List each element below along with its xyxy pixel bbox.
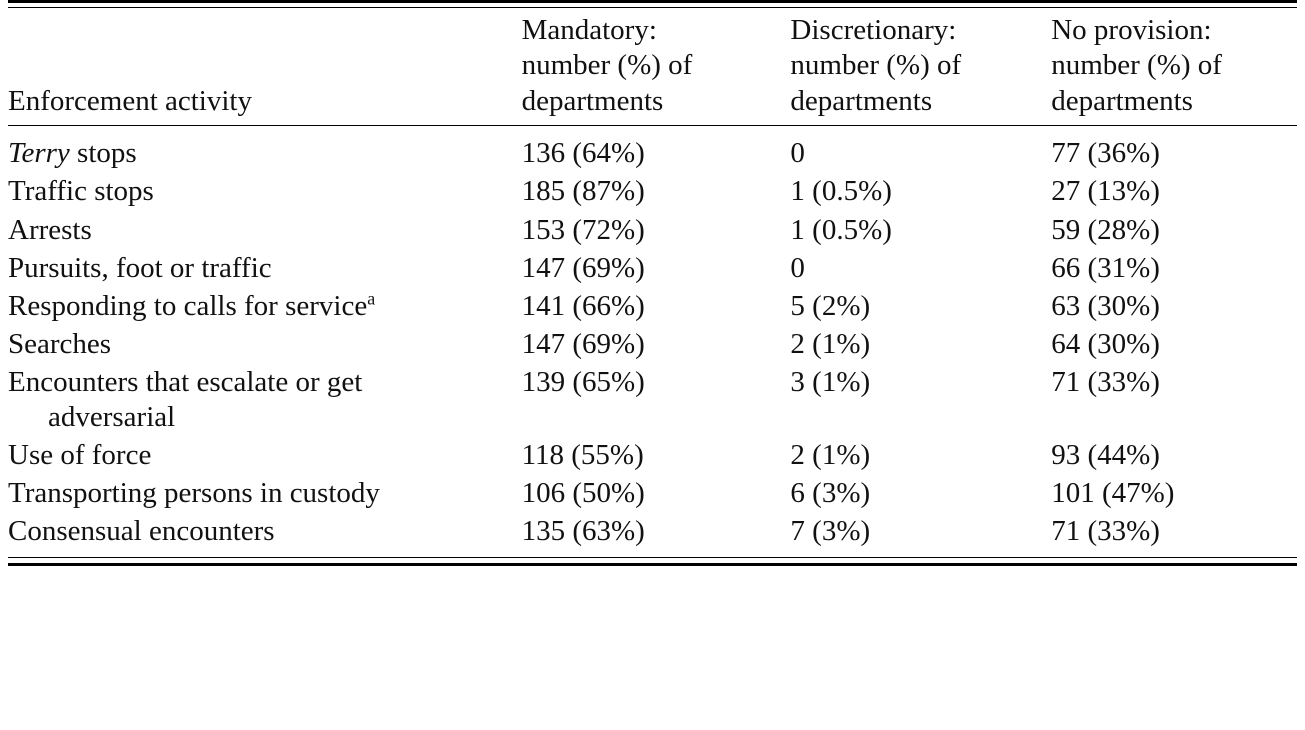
enforcement-activity-table xyxy=(8,0,1297,570)
cell-discretionary: 5 (2%) xyxy=(790,290,871,322)
activity-text: stops xyxy=(69,137,137,170)
activity-text: Transporting persons in custody xyxy=(8,477,380,510)
column-header-no-provision-line-1: No provision: xyxy=(1051,14,1212,46)
cell-no-provision: 71 (33%) xyxy=(1051,515,1160,548)
cell-no-provision: 93 (44%) xyxy=(1051,438,1160,471)
cell-mandatory: 185 (87%) xyxy=(521,175,645,208)
cell-discretionary: 7 (3%) xyxy=(790,515,871,548)
column-header-activity-line-1: Enforcement activity xyxy=(8,84,252,117)
cell-activity xyxy=(8,474,522,512)
horizontal-rule xyxy=(8,557,1297,564)
table-row xyxy=(8,249,1297,287)
table-row xyxy=(8,436,1297,474)
cell-activity xyxy=(8,172,522,210)
column-header-no-provision-line-3: departments xyxy=(1051,84,1193,117)
column-header-mandatory-line-1: Mandatory: xyxy=(521,14,657,46)
cell-discretionary: 2 (1%) xyxy=(790,438,871,471)
cell-activity xyxy=(8,512,522,550)
table-row xyxy=(8,512,1297,550)
table-row xyxy=(8,134,1297,172)
activity-text: Encounters that escalate or get xyxy=(8,366,363,399)
cell-discretionary: 2 (1%) xyxy=(790,328,871,361)
cell-activity xyxy=(8,363,522,435)
column-header-discretionary xyxy=(790,13,1051,126)
header-body-spacer xyxy=(8,126,1297,134)
cell-mandatory: 141 (66%) xyxy=(521,290,645,322)
activity-text: Searches xyxy=(8,328,112,361)
cell-no-provision: 63 (30%) xyxy=(1051,290,1160,322)
cell-mandatory: 106 (50%) xyxy=(521,477,645,510)
cell-discretionary: 1 (0.5%) xyxy=(790,175,892,208)
activity-italic-term: Terry xyxy=(8,137,70,170)
cell-activity xyxy=(8,211,522,249)
cell-mandatory: 139 (65%) xyxy=(521,366,645,399)
activity-text: Consensual encounters xyxy=(8,515,275,548)
column-header-mandatory xyxy=(522,13,791,126)
column-header-no-provision-line-2: number (%) of xyxy=(1051,49,1222,82)
bottom-rule-outer xyxy=(8,564,1297,570)
column-header-discretionary-line-1: Discretionary: xyxy=(790,14,957,46)
column-headers-row xyxy=(8,13,1297,126)
cell-activity xyxy=(8,436,522,474)
table-row xyxy=(8,287,1297,325)
cell-mandatory: 147 (69%) xyxy=(521,328,645,361)
bottom-rule-inner xyxy=(8,557,1297,564)
horizontal-rule xyxy=(8,564,1297,570)
cell-no-provision: 77 (36%) xyxy=(1051,137,1160,170)
cell-no-provision: 59 (28%) xyxy=(1051,213,1160,246)
table-header xyxy=(8,2,1297,135)
cell-no-provision: 66 (31%) xyxy=(1051,251,1160,284)
activity-text: Use of force xyxy=(8,438,152,471)
table-row xyxy=(8,172,1297,210)
footnote-marker: a xyxy=(367,288,376,309)
cell-mandatory: 153 (72%) xyxy=(521,213,645,246)
cell-discretionary: 0 xyxy=(790,137,805,170)
table-row xyxy=(8,211,1297,249)
column-header-activity xyxy=(8,13,522,126)
cell-activity xyxy=(8,287,522,325)
column-header-discretionary-line-3: departments xyxy=(790,84,933,117)
cell-no-provision: 101 (47%) xyxy=(1051,477,1175,510)
cell-mandatory: 118 (55%) xyxy=(521,438,644,471)
column-header-mandatory-line-3: departments xyxy=(521,84,664,117)
cell-mandatory: 147 (69%) xyxy=(521,251,645,284)
table-body xyxy=(8,134,1297,569)
cell-no-provision: 71 (33%) xyxy=(1051,366,1160,399)
cell-mandatory: 135 (63%) xyxy=(521,515,645,548)
table-row xyxy=(8,363,1297,435)
activity-text: Pursuits, foot or traffic xyxy=(8,251,272,284)
column-header-discretionary-line-2: number (%) of xyxy=(790,49,962,82)
activity-text: Arrests xyxy=(8,213,92,246)
activity-text: Traffic stops xyxy=(8,175,154,208)
column-header-mandatory-line-2: number (%) of xyxy=(521,49,693,82)
column-header-no-provision xyxy=(1051,13,1297,126)
cell-discretionary: 0 xyxy=(790,251,805,284)
table-row xyxy=(8,325,1297,363)
cell-discretionary: 1 (0.5%) xyxy=(790,213,892,246)
cell-discretionary: 6 (3%) xyxy=(790,477,871,510)
cell-activity xyxy=(8,134,522,172)
cell-activity xyxy=(8,325,522,363)
cell-mandatory: 136 (64%) xyxy=(521,137,645,170)
cell-no-provision: 27 (13%) xyxy=(1051,175,1160,208)
cell-activity xyxy=(8,249,522,287)
table-row xyxy=(8,474,1297,512)
activity-text-continuation: adversarial xyxy=(48,400,176,433)
cell-no-provision: 64 (30%) xyxy=(1051,328,1160,361)
activity-text: Responding to calls for service xyxy=(8,290,368,322)
cell-discretionary: 3 (1%) xyxy=(790,366,871,399)
